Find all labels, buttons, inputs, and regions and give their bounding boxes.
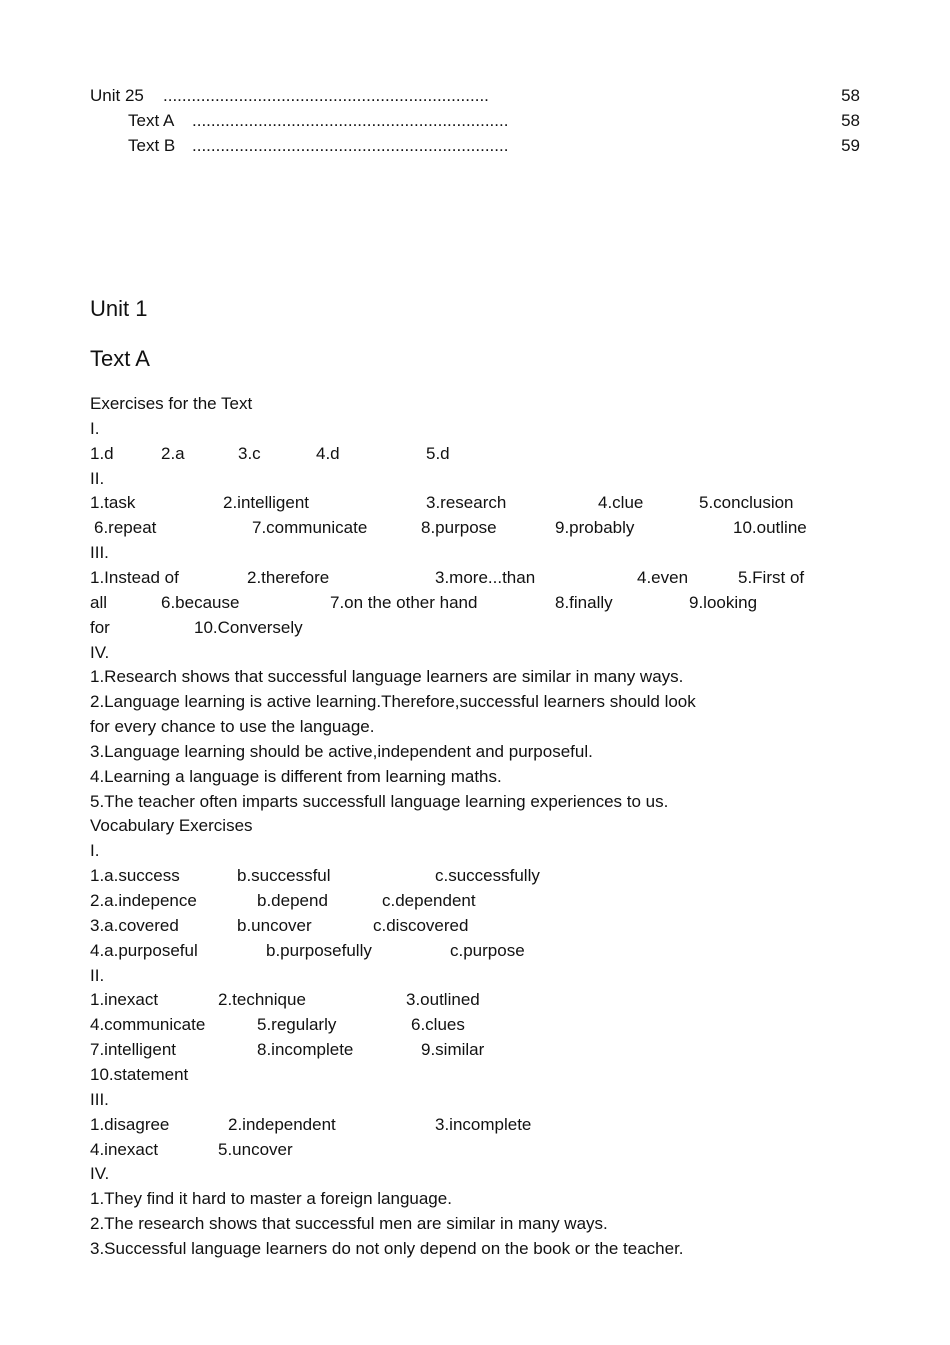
text-segment: 10.statement	[90, 1064, 189, 1084]
answer-item: b.purposefully	[266, 940, 372, 960]
answer-item: 9.probably	[555, 518, 635, 538]
answer-item: 2.a.indepence	[90, 891, 197, 910]
text-segment: IV.	[90, 642, 110, 662]
text-segment: 1.They find it hard to master a foreign language.	[90, 1189, 452, 1209]
answer-item: c.discovered	[373, 915, 469, 935]
answer-item: 9.looking	[689, 592, 758, 612]
toc-page-number: 58	[841, 111, 860, 130]
text-segment: 4.Learning a language is different from learning maths.	[90, 766, 502, 786]
text-segment: I.	[90, 418, 100, 438]
answer-item: 3.outlined	[406, 990, 480, 1010]
text-segment: II.	[90, 468, 105, 488]
toc-label: Text B	[128, 136, 176, 155]
answer-item: 2.a	[161, 443, 185, 463]
toc-label: Unit 25	[90, 86, 144, 105]
answer-item: 6.clues	[411, 1015, 465, 1035]
answer-item: b.depend	[257, 891, 328, 910]
text-segment: I.	[90, 841, 100, 861]
toc-page-number: 59	[841, 136, 860, 155]
answer-item: 8.purpose	[421, 518, 497, 538]
toc-label: Text A	[128, 111, 175, 130]
answer-item: 3.c	[238, 443, 261, 463]
answer-item: 1.disagree	[90, 1114, 170, 1134]
answer-item: 4.inexact	[90, 1139, 159, 1159]
toc-leader: .....................................................................	[163, 86, 489, 105]
toc-entry[interactable]	[90, 134, 860, 158]
text-segment: II.	[90, 965, 105, 985]
answer-item: 3.research	[426, 493, 507, 513]
text-heading: Text A	[90, 346, 150, 371]
answer-item: 4.communicate	[90, 1015, 206, 1035]
answer-item: 5.regularly	[257, 1015, 337, 1035]
answer-item: 8.finally	[555, 592, 613, 612]
answer-item: 8.incomplete	[257, 1040, 354, 1060]
answer-item: 4.even	[637, 567, 689, 587]
text-segment: for every chance to use the language.	[90, 717, 375, 737]
answer-item: b.uncover	[237, 915, 312, 935]
answer-item: all	[90, 592, 108, 612]
answer-item: 6.repeat	[94, 518, 157, 538]
answer-item: 4.clue	[598, 493, 644, 513]
answer-item: 3.incomplete	[435, 1114, 532, 1134]
answer-item: 2.intelligent	[223, 493, 310, 513]
answer-item: 4.d	[316, 443, 340, 463]
answer-item: 1.d	[90, 443, 114, 463]
text-segment: Vocabulary Exercises	[90, 816, 253, 836]
text-segment: 3.Language learning should be active,independent and purposeful.	[90, 741, 593, 761]
answer-item: c.dependent	[382, 891, 476, 910]
unit-heading: Unit 1	[90, 296, 148, 321]
answer-item: 6.because	[161, 592, 240, 612]
text-segment: 1.Research shows that successful language learners are similar in many ways.	[90, 667, 684, 687]
answer-item: 7.intelligent	[90, 1040, 177, 1060]
text-segment: 3.Successful language learners do not only depend on the book or the teacher.	[90, 1238, 684, 1258]
answer-item: 9.similar	[421, 1040, 485, 1060]
text-segment: 5.The teacher often imparts successfull language learning experiences to us.	[90, 791, 669, 811]
answer-item: 1.task	[90, 493, 136, 513]
text-segment: IV.	[90, 1164, 110, 1184]
answer-item: 4.a.purposeful	[90, 940, 198, 960]
toc-page-number: 58	[841, 86, 860, 105]
answer-item: 5.First of	[738, 567, 805, 587]
answer-item: 7.on the other hand	[330, 592, 478, 612]
toc-entry[interactable]	[90, 84, 860, 108]
text-segment: Exercises for the Text	[90, 394, 253, 413]
answer-item: 1.a.success	[90, 866, 180, 886]
answer-item: for	[90, 617, 110, 637]
answer-item: c.purpose	[450, 940, 525, 960]
text-segment: 2.The research shows that successful men are similar in many ways.	[90, 1214, 608, 1234]
answer-item: 1.Instead of	[90, 567, 179, 587]
answer-item: 5.uncover	[218, 1139, 293, 1159]
toc-leader: ...................................................................	[192, 111, 509, 130]
answer-item: 5.d	[426, 443, 450, 463]
answer-item: b.successful	[237, 866, 331, 886]
answer-item: 10.outline	[733, 518, 807, 538]
answer-item: 5.conclusion	[699, 493, 794, 513]
answer-item: c.successfully	[435, 866, 540, 886]
answer-item: 3.more...than	[435, 567, 536, 587]
answer-item: 1.inexact	[90, 990, 159, 1010]
text-segment: III.	[90, 1089, 109, 1109]
toc-leader: ...................................................................	[192, 136, 509, 155]
answer-item: 2.technique	[218, 990, 306, 1010]
answer-item: 7.communicate	[252, 518, 368, 538]
answer-item: 2.therefore	[247, 567, 330, 587]
answer-item: 10.Conversely	[194, 617, 303, 637]
toc-entry[interactable]	[90, 109, 860, 133]
answer-item: 2.independent	[228, 1114, 336, 1134]
text-segment: 2.Language learning is active learning.Therefore,successful learners should look	[90, 692, 696, 712]
answer-item: 3.a.covered	[90, 915, 179, 935]
text-segment: III.	[90, 543, 109, 563]
